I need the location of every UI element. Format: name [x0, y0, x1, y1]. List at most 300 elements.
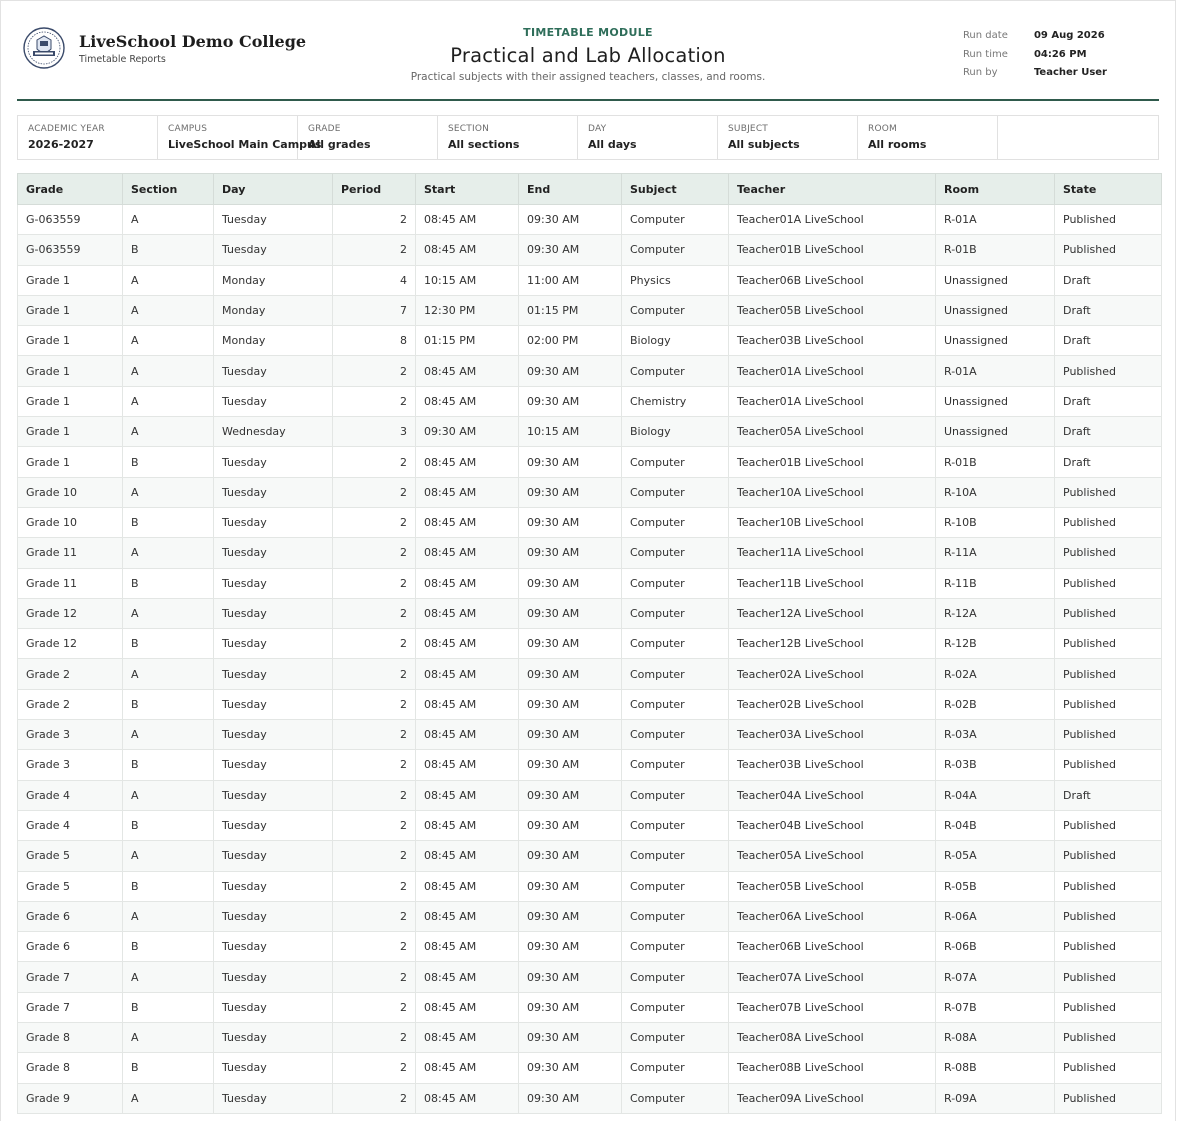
cell-state: Published [1055, 901, 1162, 931]
cell-state: Draft [1055, 265, 1162, 295]
cell-end: 10:15 AM [519, 417, 622, 447]
cell-room: R-01A [936, 205, 1055, 235]
filter-empty [998, 116, 1158, 159]
run-date-row [963, 27, 1107, 46]
cell-state: Draft [1055, 326, 1162, 356]
cell-day: Monday [214, 326, 333, 356]
cell-day: Tuesday [214, 538, 333, 568]
cell-teacher: Teacher12A LiveSchool [729, 598, 936, 628]
cell-state: Published [1055, 871, 1162, 901]
cell-end: 09:30 AM [519, 507, 622, 537]
cell-start: 09:30 AM [416, 417, 519, 447]
cell-subject: Computer [622, 689, 729, 719]
cell-period: 2 [333, 1083, 416, 1113]
cell-day: Tuesday [214, 447, 333, 477]
cell-day: Tuesday [214, 689, 333, 719]
cell-day: Tuesday [214, 629, 333, 659]
cell-section: A [123, 1023, 214, 1053]
cell-subject: Computer [622, 629, 729, 659]
cell-grade: Grade 8 [18, 1053, 123, 1083]
cell-end: 09:30 AM [519, 992, 622, 1022]
cell-period: 2 [333, 871, 416, 901]
cell-room: R-07B [936, 992, 1055, 1022]
filter-label: ROOM [868, 124, 897, 134]
cell-subject: Computer [622, 235, 729, 265]
cell-teacher: Teacher05A LiveSchool [729, 417, 936, 447]
cell-end: 09:30 AM [519, 932, 622, 962]
cell-state: Published [1055, 477, 1162, 507]
cell-day: Tuesday [214, 720, 333, 750]
cell-end: 09:30 AM [519, 750, 622, 780]
cell-subject: Computer [622, 659, 729, 689]
filter-day [578, 116, 718, 159]
cell-grade: Grade 5 [18, 871, 123, 901]
cell-start: 01:15 PM [416, 326, 519, 356]
cell-state: Published [1055, 568, 1162, 598]
cell-section: A [123, 901, 214, 931]
cell-period: 2 [333, 689, 416, 719]
cell-period: 2 [333, 962, 416, 992]
column-header-end: End [519, 174, 622, 205]
cell-state: Published [1055, 507, 1162, 537]
cell-start: 10:15 AM [416, 265, 519, 295]
table-row [18, 538, 1162, 568]
cell-subject: Computer [622, 295, 729, 325]
run-meta [963, 27, 1107, 83]
cell-room: R-11A [936, 538, 1055, 568]
cell-period: 2 [333, 386, 416, 416]
cell-end: 09:30 AM [519, 356, 622, 386]
cell-teacher: Teacher11B LiveSchool [729, 568, 936, 598]
cell-state: Published [1055, 629, 1162, 659]
cell-grade: Grade 11 [18, 568, 123, 598]
cell-subject: Computer [622, 720, 729, 750]
cell-room: R-02A [936, 659, 1055, 689]
table-row [18, 568, 1162, 598]
cell-end: 01:15 PM [519, 295, 622, 325]
cell-state: Published [1055, 1083, 1162, 1113]
cell-period: 2 [333, 629, 416, 659]
cell-room: R-05B [936, 871, 1055, 901]
cell-section: A [123, 265, 214, 295]
cell-grade: Grade 4 [18, 810, 123, 840]
cell-teacher: Teacher08A LiveSchool [729, 1023, 936, 1053]
cell-day: Tuesday [214, 871, 333, 901]
cell-room: R-11B [936, 568, 1055, 598]
table-row [18, 507, 1162, 537]
cell-subject: Physics [622, 265, 729, 295]
filter-summary [17, 115, 1159, 160]
table-row [18, 356, 1162, 386]
report-header [17, 1, 1159, 101]
cell-section: B [123, 235, 214, 265]
cell-grade: Grade 9 [18, 1083, 123, 1113]
cell-period: 7 [333, 295, 416, 325]
cell-end: 09:30 AM [519, 720, 622, 750]
cell-period: 4 [333, 265, 416, 295]
cell-room: Unassigned [936, 295, 1055, 325]
cell-section: A [123, 205, 214, 235]
cell-section: B [123, 992, 214, 1022]
cell-period: 2 [333, 780, 416, 810]
cell-day: Monday [214, 265, 333, 295]
cell-end: 11:00 AM [519, 265, 622, 295]
cell-subject: Computer [622, 507, 729, 537]
cell-grade: Grade 1 [18, 386, 123, 416]
cell-subject: Computer [622, 205, 729, 235]
cell-start: 08:45 AM [416, 477, 519, 507]
cell-period: 3 [333, 417, 416, 447]
cell-end: 09:30 AM [519, 629, 622, 659]
cell-day: Tuesday [214, 932, 333, 962]
column-header-period: Period [333, 174, 416, 205]
cell-end: 02:00 PM [519, 326, 622, 356]
table-row [18, 901, 1162, 931]
cell-section: A [123, 356, 214, 386]
cell-section: A [123, 538, 214, 568]
cell-grade: Grade 4 [18, 780, 123, 810]
cell-state: Published [1055, 750, 1162, 780]
cell-start: 08:45 AM [416, 841, 519, 871]
cell-start: 08:45 AM [416, 538, 519, 568]
cell-subject: Computer [622, 932, 729, 962]
cell-state: Published [1055, 235, 1162, 265]
filter-grade [298, 116, 438, 159]
filter-label: ACADEMIC YEAR [28, 124, 105, 134]
cell-end: 09:30 AM [519, 871, 622, 901]
cell-period: 2 [333, 750, 416, 780]
cell-end: 09:30 AM [519, 538, 622, 568]
cell-state: Draft [1055, 780, 1162, 810]
cell-period: 2 [333, 720, 416, 750]
cell-section: B [123, 447, 214, 477]
cell-end: 09:30 AM [519, 447, 622, 477]
cell-subject: Computer [622, 1053, 729, 1083]
table-row [18, 841, 1162, 871]
table-row [18, 386, 1162, 416]
cell-section: B [123, 689, 214, 719]
cell-teacher: Teacher10A LiveSchool [729, 477, 936, 507]
cell-end: 09:30 AM [519, 901, 622, 931]
college-name: LiveSchool Demo College [79, 31, 307, 51]
cell-period: 2 [333, 598, 416, 628]
cell-section: A [123, 477, 214, 507]
cell-state: Draft [1055, 417, 1162, 447]
cell-teacher: Teacher05B LiveSchool [729, 295, 936, 325]
cell-section: A [123, 841, 214, 871]
cell-grade: Grade 6 [18, 901, 123, 931]
cell-end: 09:30 AM [519, 568, 622, 598]
cell-day: Tuesday [214, 1023, 333, 1053]
cell-room: Unassigned [936, 417, 1055, 447]
page-title: Practical and Lab Allocation [450, 44, 726, 67]
cell-subject: Computer [622, 750, 729, 780]
cell-teacher: Teacher03A LiveSchool [729, 720, 936, 750]
cell-grade: Grade 8 [18, 1023, 123, 1053]
cell-subject: Computer [622, 598, 729, 628]
cell-start: 08:45 AM [416, 598, 519, 628]
cell-start: 08:45 AM [416, 932, 519, 962]
cell-end: 09:30 AM [519, 477, 622, 507]
cell-section: A [123, 1083, 214, 1113]
cell-day: Tuesday [214, 841, 333, 871]
cell-room: Unassigned [936, 386, 1055, 416]
cell-state: Draft [1055, 295, 1162, 325]
table-row [18, 780, 1162, 810]
table-row [18, 1023, 1162, 1053]
cell-start: 08:45 AM [416, 750, 519, 780]
cell-grade: Grade 5 [18, 841, 123, 871]
cell-room: Unassigned [936, 265, 1055, 295]
cell-grade: Grade 7 [18, 992, 123, 1022]
table-body [18, 205, 1162, 1114]
cell-room: Unassigned [936, 326, 1055, 356]
cell-teacher: Teacher07A LiveSchool [729, 962, 936, 992]
cell-start: 08:45 AM [416, 568, 519, 598]
cell-period: 2 [333, 1053, 416, 1083]
cell-grade: Grade 11 [18, 538, 123, 568]
cell-start: 08:45 AM [416, 205, 519, 235]
cell-start: 08:45 AM [416, 871, 519, 901]
cell-section: A [123, 417, 214, 447]
cell-day: Tuesday [214, 901, 333, 931]
cell-state: Published [1055, 1023, 1162, 1053]
cell-section: A [123, 962, 214, 992]
run-time-value: 04:26 PM [1033, 48, 1087, 60]
filter-value: All sections [448, 138, 520, 151]
cell-end: 09:30 AM [519, 386, 622, 416]
cell-teacher: Teacher01B LiveSchool [729, 447, 936, 477]
cell-start: 08:45 AM [416, 356, 519, 386]
cell-grade: Grade 2 [18, 689, 123, 719]
cell-state: Published [1055, 205, 1162, 235]
cell-room: R-05A [936, 841, 1055, 871]
cell-subject: Biology [622, 417, 729, 447]
cell-teacher: Teacher06A LiveSchool [729, 901, 936, 931]
cell-teacher: Teacher07B LiveSchool [729, 992, 936, 1022]
cell-section: A [123, 326, 214, 356]
cell-start: 08:45 AM [416, 1083, 519, 1113]
cell-day: Tuesday [214, 780, 333, 810]
cell-room: R-04A [936, 780, 1055, 810]
table-row [18, 447, 1162, 477]
cell-grade: Grade 1 [18, 356, 123, 386]
cell-day: Tuesday [214, 962, 333, 992]
module-label: TIMETABLE MODULE [523, 26, 653, 39]
cell-period: 2 [333, 538, 416, 568]
cell-grade: G-063559 [18, 205, 123, 235]
cell-teacher: Teacher10B LiveSchool [729, 507, 936, 537]
cell-grade: Grade 6 [18, 932, 123, 962]
cell-state: Published [1055, 1053, 1162, 1083]
cell-teacher: Teacher01B LiveSchool [729, 235, 936, 265]
cell-section: B [123, 750, 214, 780]
cell-end: 09:30 AM [519, 235, 622, 265]
filter-value: All rooms [868, 138, 927, 151]
cell-period: 2 [333, 507, 416, 537]
cell-teacher: Teacher08B LiveSchool [729, 1053, 936, 1083]
cell-end: 09:30 AM [519, 1053, 622, 1083]
cell-subject: Computer [622, 871, 729, 901]
cell-teacher: Teacher11A LiveSchool [729, 538, 936, 568]
cell-teacher: Teacher03B LiveSchool [729, 750, 936, 780]
cell-day: Tuesday [214, 1053, 333, 1083]
filter-value: All subjects [728, 138, 800, 151]
column-header-state: State [1055, 174, 1162, 205]
cell-end: 09:30 AM [519, 689, 622, 719]
cell-teacher: Teacher03B LiveSchool [729, 326, 936, 356]
cell-grade: Grade 3 [18, 720, 123, 750]
cell-day: Monday [214, 295, 333, 325]
column-header-subject: Subject [622, 174, 729, 205]
filter-campus [158, 116, 322, 159]
table-row [18, 205, 1162, 235]
filter-section [438, 116, 578, 159]
cell-room: R-07A [936, 962, 1055, 992]
cell-teacher: Teacher06B LiveSchool [729, 265, 936, 295]
table-row [18, 689, 1162, 719]
cell-room: R-06B [936, 932, 1055, 962]
cell-start: 08:45 AM [416, 1053, 519, 1083]
cell-teacher: Teacher01A LiveSchool [729, 356, 936, 386]
cell-end: 09:30 AM [519, 780, 622, 810]
cell-grade: Grade 1 [18, 417, 123, 447]
filter-label: SECTION [448, 124, 490, 134]
cell-section: B [123, 507, 214, 537]
cell-state: Published [1055, 538, 1162, 568]
cell-teacher: Teacher01A LiveSchool [729, 205, 936, 235]
table-row [18, 477, 1162, 507]
cell-period: 2 [333, 992, 416, 1022]
cell-end: 09:30 AM [519, 659, 622, 689]
cell-grade: Grade 1 [18, 265, 123, 295]
cell-day: Tuesday [214, 810, 333, 840]
cell-day: Tuesday [214, 507, 333, 537]
cell-teacher: Teacher09A LiveSchool [729, 1083, 936, 1113]
filter-label: SUBJECT [728, 124, 768, 134]
cell-grade: G-063559 [18, 235, 123, 265]
cell-section: B [123, 1053, 214, 1083]
table-row [18, 750, 1162, 780]
table-row [18, 1053, 1162, 1083]
table-row [18, 720, 1162, 750]
filter-label: CAMPUS [168, 124, 208, 134]
cell-room: R-06A [936, 901, 1055, 931]
cell-state: Published [1055, 689, 1162, 719]
column-header-start: Start [416, 174, 519, 205]
cell-subject: Computer [622, 356, 729, 386]
cell-grade: Grade 12 [18, 629, 123, 659]
run-time-row [963, 46, 1107, 65]
cell-state: Published [1055, 841, 1162, 871]
cell-state: Published [1055, 356, 1162, 386]
cell-day: Tuesday [214, 1083, 333, 1113]
cell-state: Published [1055, 962, 1162, 992]
cell-start: 08:45 AM [416, 992, 519, 1022]
cell-start: 12:30 PM [416, 295, 519, 325]
cell-start: 08:45 AM [416, 447, 519, 477]
table-row [18, 992, 1162, 1022]
filter-value: All grades [308, 138, 371, 151]
cell-grade: Grade 3 [18, 750, 123, 780]
column-header-section: Section [123, 174, 214, 205]
cell-period: 2 [333, 477, 416, 507]
cell-subject: Computer [622, 992, 729, 1022]
cell-teacher: Teacher05A LiveSchool [729, 841, 936, 871]
cell-section: A [123, 659, 214, 689]
column-header-teacher: Teacher [729, 174, 936, 205]
filter-value: All days [588, 138, 637, 151]
cell-subject: Biology [622, 326, 729, 356]
cell-period: 2 [333, 568, 416, 598]
run-by-label: Run by [962, 67, 998, 78]
cell-teacher: Teacher01A LiveSchool [729, 386, 936, 416]
table-row [18, 871, 1162, 901]
cell-day: Tuesday [214, 659, 333, 689]
cell-section: A [123, 720, 214, 750]
cell-room: R-02B [936, 689, 1055, 719]
cell-start: 08:45 AM [416, 1023, 519, 1053]
cell-state: Published [1055, 720, 1162, 750]
cell-state: Draft [1055, 386, 1162, 416]
cell-start: 08:45 AM [416, 507, 519, 537]
column-header-room: Room [936, 174, 1055, 205]
column-header-grade: Grade [18, 174, 123, 205]
cell-end: 09:30 AM [519, 1023, 622, 1053]
cell-room: R-04B [936, 810, 1055, 840]
cell-start: 08:45 AM [416, 720, 519, 750]
cell-day: Tuesday [214, 477, 333, 507]
cell-teacher: Teacher04A LiveSchool [729, 780, 936, 810]
cell-period: 8 [333, 326, 416, 356]
cell-grade: Grade 10 [18, 507, 123, 537]
cell-start: 08:45 AM [416, 235, 519, 265]
cell-subject: Computer [622, 477, 729, 507]
run-time-label: Run time [962, 48, 1008, 60]
cell-state: Draft [1055, 447, 1162, 477]
column-header-day: Day [214, 174, 333, 205]
cell-grade: Grade 12 [18, 598, 123, 628]
cell-grade: Grade 7 [18, 962, 123, 992]
cell-subject: Computer [622, 568, 729, 598]
cell-room: R-12A [936, 598, 1055, 628]
filter-label: DAY [588, 124, 607, 134]
cell-end: 09:30 AM [519, 598, 622, 628]
cell-period: 2 [333, 205, 416, 235]
cell-state: Published [1055, 659, 1162, 689]
cell-period: 2 [333, 1023, 416, 1053]
cell-grade: Grade 1 [18, 295, 123, 325]
cell-day: Tuesday [214, 750, 333, 780]
cell-end: 09:30 AM [519, 810, 622, 840]
cell-subject: Computer [622, 1083, 729, 1113]
cell-subject: Computer [622, 780, 729, 810]
cell-subject: Computer [622, 841, 729, 871]
filter-value: 2026-2027 [28, 138, 94, 151]
filter-subject [718, 116, 858, 159]
cell-room: R-09A [936, 1083, 1055, 1113]
page-subtitle: Practical subjects with their assigned teachers, classes, and rooms. [410, 71, 766, 83]
cell-room: R-10A [936, 477, 1055, 507]
table-header-row [18, 174, 1162, 205]
filter-label: GRADE [308, 124, 341, 134]
cell-room: R-12B [936, 629, 1055, 659]
cell-subject: Computer [622, 810, 729, 840]
cell-teacher: Teacher02A LiveSchool [729, 659, 936, 689]
table-row [18, 629, 1162, 659]
cell-start: 08:45 AM [416, 659, 519, 689]
table-row [18, 295, 1162, 325]
